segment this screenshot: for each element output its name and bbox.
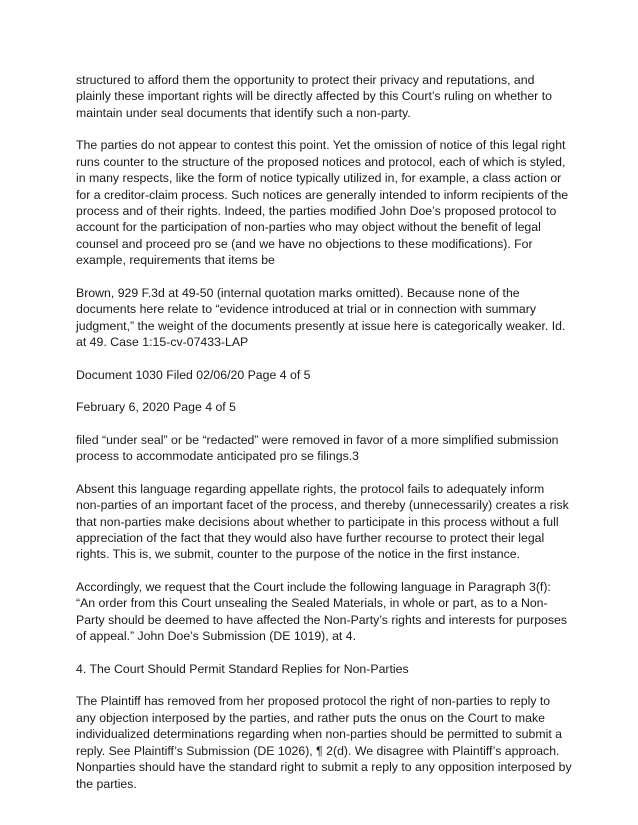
paragraph-date-page: February 6, 2020 Page 4 of 5	[76, 400, 236, 415]
paragraph-brown-citation: Brown, 929 F.3d at 49-50 (internal quotation marks omitted). Because none of the documents here relate to “evidence introduced at trial or in connection with summary judgment,” the weight of the documents presently at issue here is categorically weaker. Id. at 49. Case 1:15-cv-07433-LAP	[76, 285, 566, 350]
paragraph-parties-contest: The parties do not appear to contest this point. Yet the omission of notice of this legal right runs counter to the structure of the proposed notices and protocol, each of which is styled, in many respects, like the form of notice typically utilized in, for example, a class action or for a creditor-claim process. Such notices are generally intended to inform recipients of the process and of their rights. Indeed, the parties modified John Doe’s proposed protocol to account for the participation of non-parties who may object without the benefit of legal counsel and proceed pro se (and we have no objections to these modifications). For example, requirements that items be	[76, 138, 569, 268]
document-page	[76, 72, 572, 808]
paragraph-document-filed: Document 1030 Filed 02/06/20 Page 4 of 5	[76, 367, 311, 382]
section-heading-standard-replies: 4. The Court Should Permit Standard Replies for Non-Parties	[76, 661, 409, 676]
paragraph-under-seal: filed “under seal” or be “redacted” were removed in favor of a more simplified submission process to accommodate anticipated pro se filings.3	[76, 432, 559, 464]
paragraph-appellate-rights: Absent this language regarding appellate rights, the protocol fails to adequately inform non-parties of an important facet of the process, and thereby (unnecessarily) creates a risk that non-parties make decisions about whether to participate in this process without a full appreciation of the fact that they would also have further recourse to protect their legal rights. This is, we submit, counter to the purpose of the notice in the first instance.	[76, 481, 569, 562]
paragraph-plaintiff-removed: The Plaintiff has removed from her proposed protocol the right of non-parties to reply to any objection interposed by the parties, and rather puts the onus on the Court to make individualized determinations regarding when non-parties should be permitted to submit a reply. See Plaintiff’s Submission (DE 1026), ¶ 2(d). We disagree with Plaintiff’s approach. Nonparties should have the standard right to submit a reply to any opposition interposed by the parties.	[76, 694, 572, 791]
paragraph-request-language: Accordingly, we request that the Court include the following language in Paragraph 3(f): “An order from this Court unsealing the Sealed Materials, in whole or part, as to a Non-Party should be deemed to have affected the Non-Party’s rights and interests for purposes of appeal.” John Doe’s Submission (DE 1019), at 4.	[76, 580, 568, 644]
paragraph-privacy-rights: structured to afford them the opportunity to protect their privacy and reputations, and plainly these important rights will be directly affected by this Court’s ruling on whether to maintain under seal documents that identify such a non-party.	[76, 73, 552, 120]
